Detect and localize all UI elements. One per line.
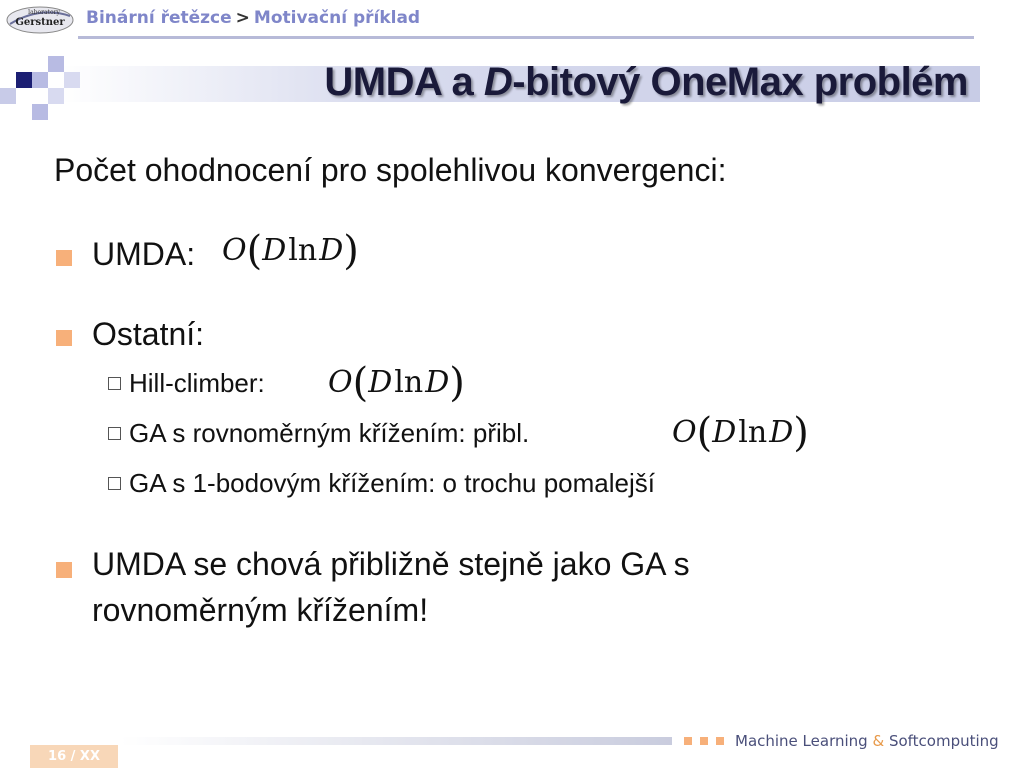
formula-hill-climber: O(DlnD) <box>328 360 465 406</box>
subitem-box-icon <box>108 477 121 490</box>
intro-text: Počet ohodnocení pro spolehlivou konvergenci: <box>54 152 727 188</box>
footer-square <box>684 737 692 745</box>
subitem-box-icon <box>108 427 121 440</box>
subitem-hill-climber: Hill-climber: <box>108 368 265 399</box>
footer-square <box>700 737 708 745</box>
header-divider <box>78 36 974 39</box>
bullet-square <box>56 250 72 266</box>
bullet-umda: UMDA: <box>92 236 196 272</box>
bullet-umda-behaves-cont: rovnoměrným křížením! <box>92 592 429 628</box>
formula-ga-uniform: O(DlnD) <box>672 410 809 456</box>
bullet-square <box>56 562 72 578</box>
bullet-umda-behaves: UMDA se chová přibližně stejně jako GA s <box>92 546 690 582</box>
breadcrumb-item-motivating-example[interactable]: Motivační příklad <box>253 8 421 28</box>
breadcrumb-item-binary-strings[interactable]: Binární řetězce <box>86 8 232 28</box>
gerstner-logo <box>6 4 74 34</box>
svg-text:laboratory: laboratory <box>28 9 60 16</box>
footer-brand: Machine Learning & Softcomputing <box>735 732 999 750</box>
subitem-box-icon <box>108 377 121 390</box>
bullet-square <box>56 330 72 346</box>
formula-umda: O(DlnD) <box>222 228 359 274</box>
decorative-squares <box>0 56 80 120</box>
footer-square <box>716 737 724 745</box>
page-title: UMDA a D-bitový OneMax problém <box>324 60 968 104</box>
svg-text:Gerstner: Gerstner <box>15 17 65 28</box>
breadcrumb <box>86 8 420 28</box>
page-number: 16 / XX <box>30 745 118 768</box>
subitem-ga-uniform: GA s rovnoměrným křížením: přibl. <box>108 418 529 449</box>
breadcrumb-separator: > <box>235 8 250 28</box>
bullet-others: Ostatní: <box>92 316 205 352</box>
footer-bar <box>120 737 672 745</box>
subitem-ga-one-point: GA s 1-bodovým křížením: o trochu pomalejší <box>108 468 655 499</box>
